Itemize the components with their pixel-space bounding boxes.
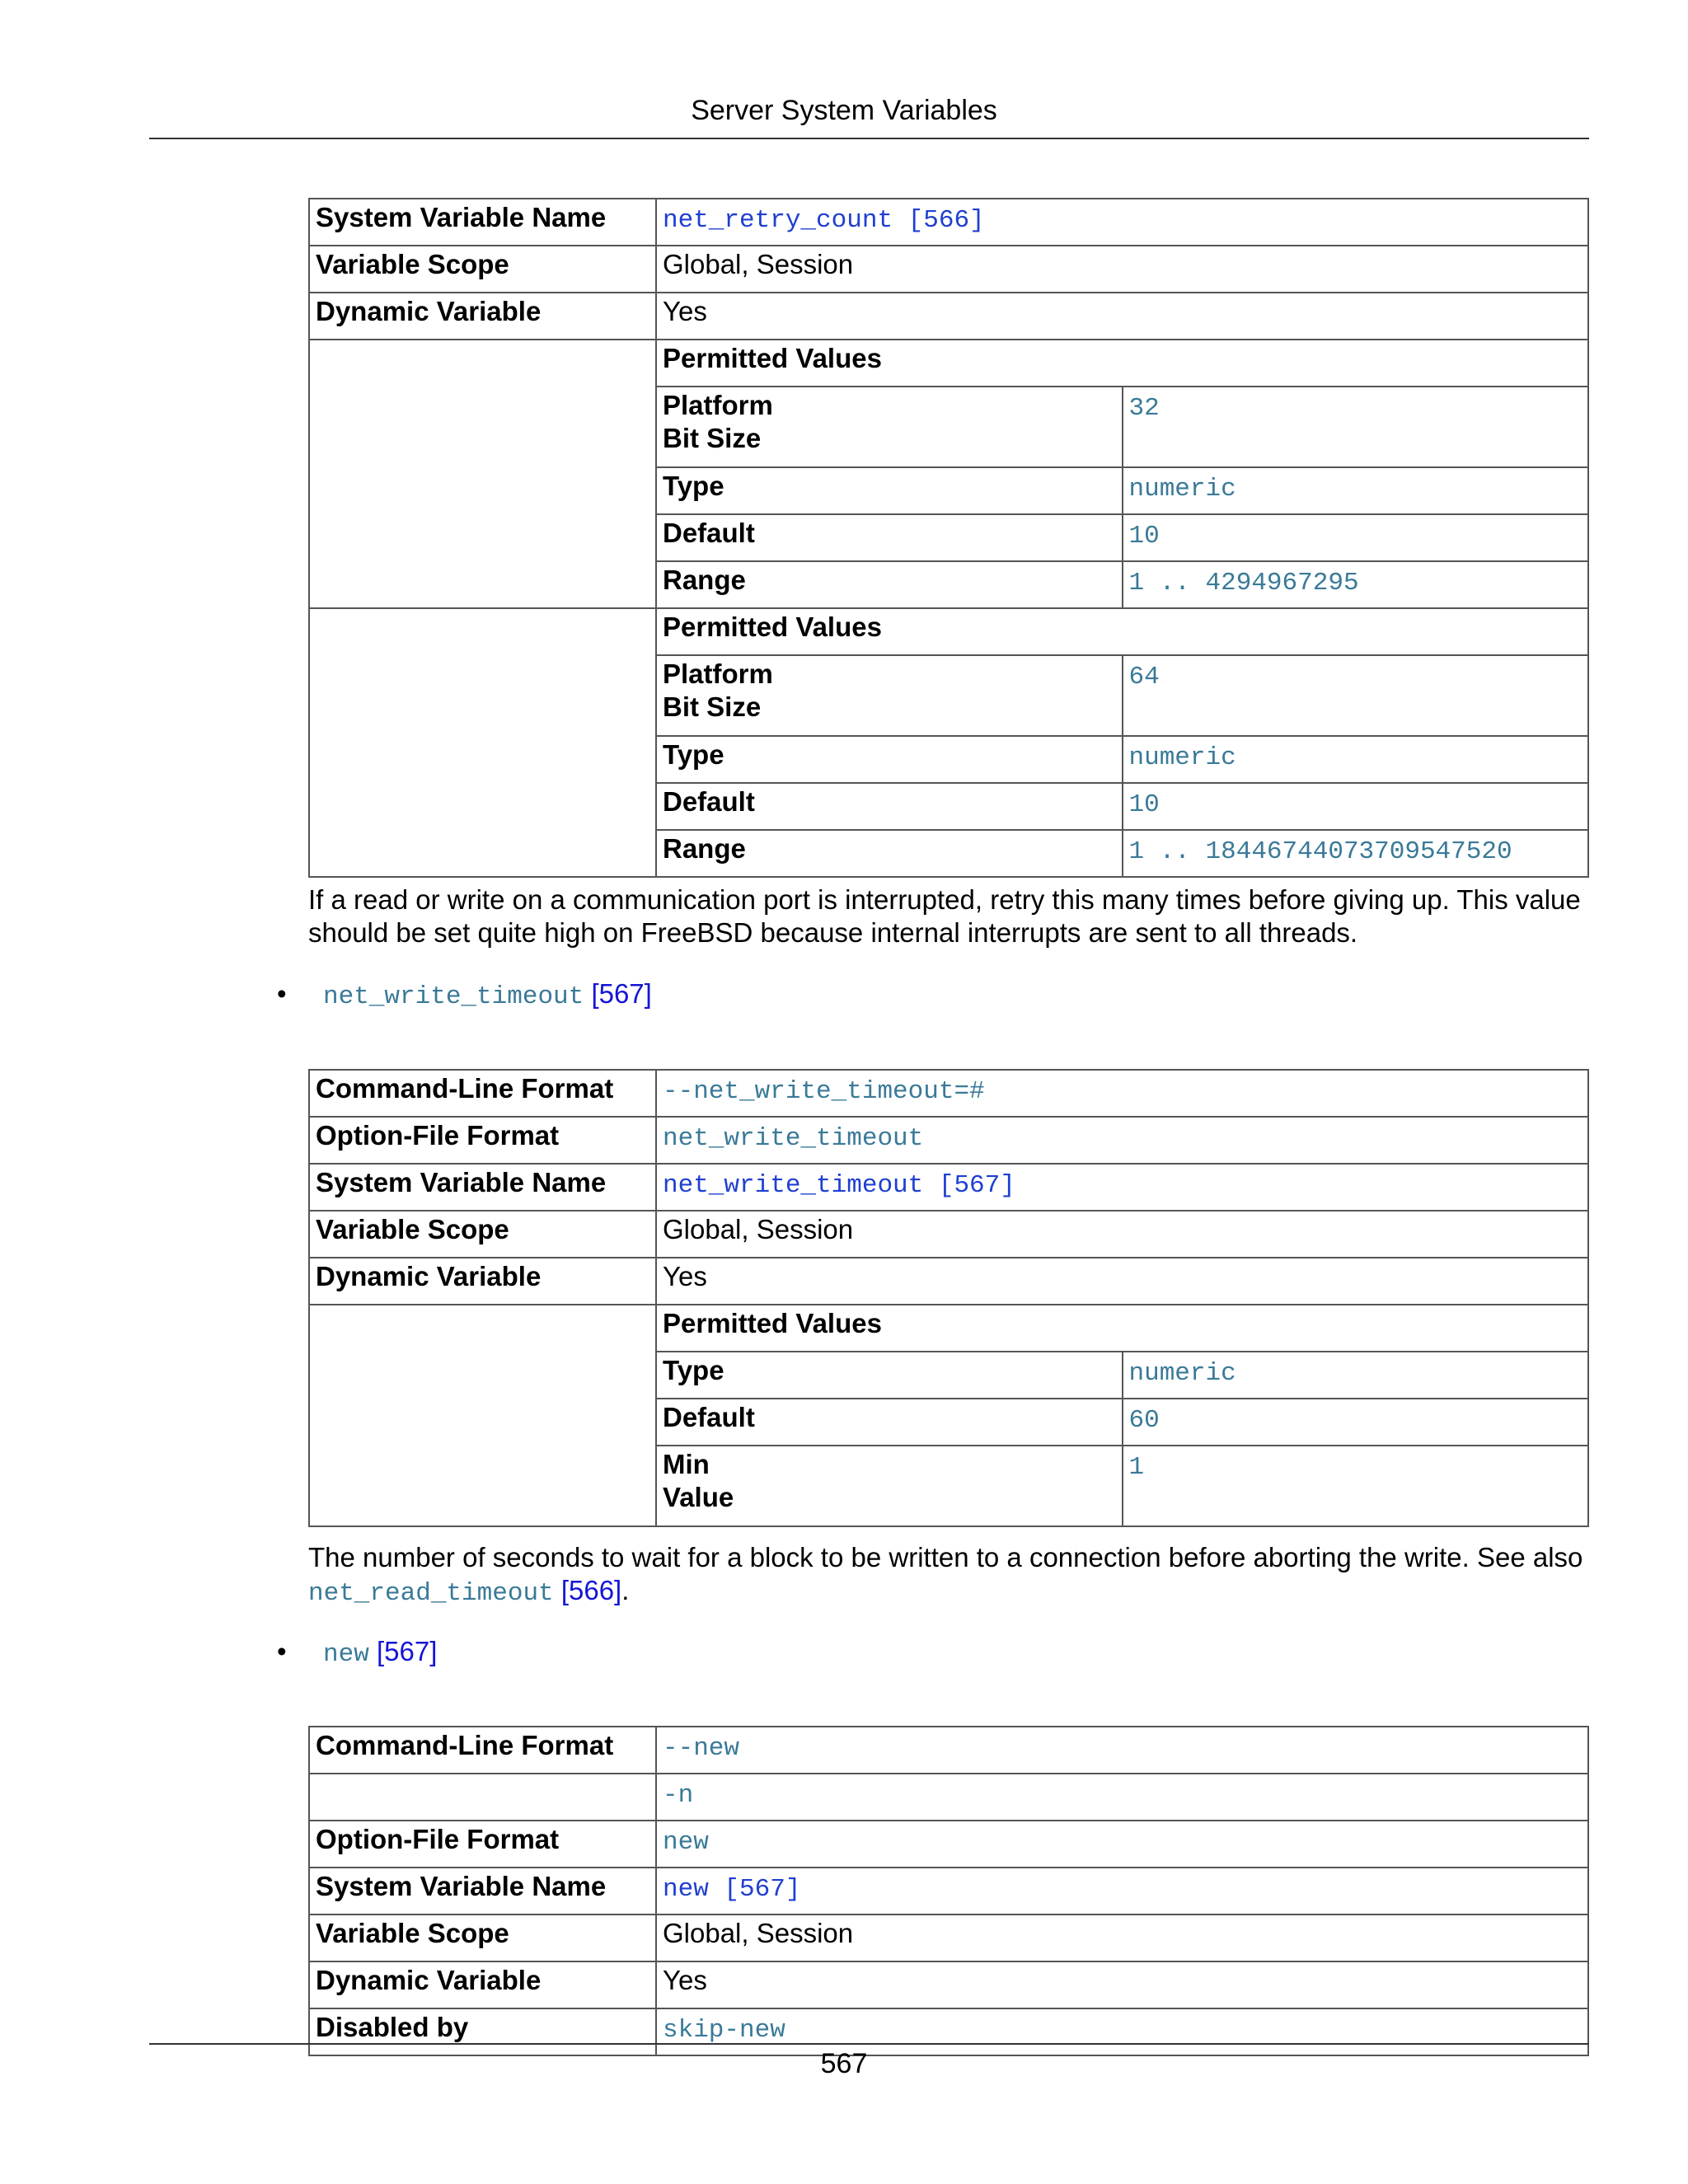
row-value: new	[656, 1821, 1588, 1868]
permitted-values-block	[656, 1305, 1588, 1526]
row-label: Variable Scope	[309, 1211, 656, 1258]
system-variable-link[interactable]: net_retry_count [566]	[663, 206, 985, 235]
empty-label-cell	[309, 1305, 656, 1526]
type-label: Type	[657, 736, 1123, 783]
row-label: Command-Line Format	[309, 1070, 656, 1117]
row-label: Dynamic Variable	[309, 1961, 656, 2008]
row-label: Option-File Format	[309, 1117, 656, 1164]
table-row	[309, 1258, 1588, 1305]
row-value	[656, 1164, 1588, 1211]
default-label: Default	[657, 783, 1123, 830]
row-value: Yes	[656, 293, 1588, 340]
platform-bit-size-label: Platform Bit Size	[657, 387, 1123, 467]
table-row	[309, 1070, 1588, 1117]
range-label: Range	[657, 561, 1123, 607]
row-value: Global, Session	[656, 1915, 1588, 1961]
net-retry-count-description: If a read or write on a communication port is interrupted, retry this many times before giving up. This value should be set quite high on FreeBSD because internal interrupts are sent to all threads.	[308, 884, 1581, 948]
min-value-label: Min Value	[657, 1446, 1123, 1526]
row-value: --net_write_timeout=#	[656, 1070, 1588, 1117]
table-row	[309, 1211, 1588, 1258]
table-row	[309, 1164, 1588, 1211]
row-value: Global, Session	[656, 246, 1588, 293]
type-label: Type	[657, 467, 1123, 514]
system-variable-link[interactable]: new [567]	[663, 1875, 801, 1904]
permitted-values-heading: Permitted Values	[657, 340, 1587, 387]
type-label: Type	[657, 1352, 1123, 1399]
default-value: 10	[1123, 783, 1588, 830]
table-row	[309, 1774, 1588, 1821]
table-row	[309, 199, 1588, 246]
row-label: Command-Line Format	[309, 1727, 656, 1774]
row-value: --new	[656, 1727, 1588, 1774]
empty-label-cell	[309, 608, 656, 877]
empty-label-cell	[309, 1774, 656, 1821]
page-number: 567	[820, 2048, 868, 2079]
variable-name-link[interactable]: new	[323, 1640, 369, 1669]
row-value: Yes	[656, 1961, 1588, 2008]
table-row	[309, 1727, 1588, 1774]
table-row	[309, 1821, 1588, 1868]
range-value: 1 .. 18446744073709547520	[1123, 830, 1588, 876]
row-value: -n	[656, 1774, 1588, 1821]
row-value: net_write_timeout	[656, 1117, 1588, 1164]
type-value: numeric	[1123, 736, 1588, 783]
row-label: System Variable Name	[309, 1868, 656, 1915]
row-label: Dynamic Variable	[309, 293, 656, 340]
bullet-dot: •	[277, 978, 287, 1009]
page-ref-link[interactable]: [567]	[591, 978, 652, 1009]
row-label: Variable Scope	[309, 1915, 656, 1961]
range-label: Range	[657, 830, 1123, 876]
page-ref-link[interactable]: [566]	[560, 1575, 622, 1605]
row-label: System Variable Name	[309, 199, 656, 246]
table-row	[309, 1915, 1588, 1961]
row-label: Variable Scope	[309, 246, 656, 293]
permitted-values-row	[309, 608, 1588, 877]
row-value	[656, 1868, 1588, 1915]
table-row	[309, 1117, 1588, 1164]
platform-bit-size-value: 32	[1123, 387, 1588, 467]
net-retry-count-table	[308, 198, 1589, 878]
permitted-values-heading: Permitted Values	[657, 609, 1587, 655]
row-label: System Variable Name	[309, 1164, 656, 1211]
table-row	[309, 1868, 1588, 1915]
default-value: 60	[1123, 1399, 1588, 1446]
min-value: 1	[1123, 1446, 1588, 1526]
default-label: Default	[657, 514, 1123, 561]
row-value: skip-new	[656, 2008, 1588, 2055]
bullet-dot: •	[277, 1636, 287, 1666]
net-write-timeout-table	[308, 1069, 1589, 1527]
variable-name-link[interactable]: net_write_timeout	[323, 982, 584, 1011]
table-row	[309, 293, 1588, 340]
net-write-timeout-description: The number of seconds to wait for a block to be written to a connection before aborting the write. See also net_read_timeout [566].	[308, 1542, 1583, 1608]
type-value: numeric	[1123, 1352, 1588, 1399]
page-ref-link[interactable]: [567]	[376, 1636, 438, 1666]
system-variable-link[interactable]: net_write_timeout [567]	[663, 1171, 1015, 1200]
permitted-values-block	[656, 608, 1588, 877]
permitted-values-heading: Permitted Values	[657, 1305, 1587, 1352]
table-row	[309, 246, 1588, 293]
row-label: Dynamic Variable	[309, 1258, 656, 1305]
default-value: 10	[1123, 514, 1588, 561]
empty-label-cell	[309, 340, 656, 608]
footer-rule	[149, 2043, 1589, 2045]
permitted-values-row	[309, 340, 1588, 608]
platform-bit-size-label: Platform Bit Size	[657, 655, 1123, 736]
row-value: Yes	[656, 1258, 1588, 1305]
net-read-timeout-link[interactable]: net_read_timeout	[308, 1579, 554, 1608]
type-value: numeric	[1123, 467, 1588, 514]
permitted-values-row	[309, 1305, 1588, 1526]
page-header: Server System Variables	[691, 95, 997, 126]
new-table	[308, 1726, 1589, 2056]
row-value	[656, 199, 1588, 246]
table-row	[309, 1961, 1588, 2008]
row-label: Disabled by	[309, 2008, 656, 2055]
default-label: Default	[657, 1399, 1123, 1446]
platform-bit-size-value: 64	[1123, 655, 1588, 736]
row-label: Option-File Format	[309, 1821, 656, 1868]
permitted-values-block	[656, 340, 1588, 608]
header-rule	[149, 138, 1589, 139]
range-value: 1 .. 4294967295	[1123, 561, 1588, 607]
row-value: Global, Session	[656, 1211, 1588, 1258]
